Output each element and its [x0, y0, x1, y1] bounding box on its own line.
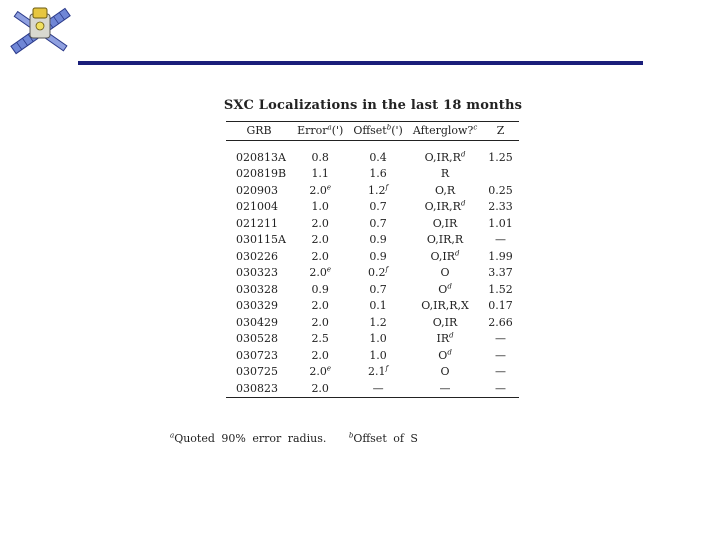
cell-offset: 0.9	[369, 233, 387, 247]
cell-error: 2.0	[311, 249, 329, 263]
cell-grb: 030115A	[236, 233, 286, 247]
cell-error: 0.8	[311, 150, 329, 164]
cell-error: 2.0	[311, 216, 329, 230]
table-row	[226, 248, 519, 265]
cell-z: —	[495, 332, 507, 346]
header-row	[226, 122, 519, 141]
cell-error: 2.0e	[309, 183, 332, 197]
cell-offset: 0.4	[369, 150, 387, 164]
table-row	[226, 331, 519, 348]
cell-grb: 021004	[236, 200, 278, 214]
table-row	[226, 166, 519, 183]
cell-error: 2.5	[311, 332, 329, 346]
cell-grb: 030328	[236, 282, 278, 296]
cell-afterglow: O,IR	[432, 216, 458, 230]
cell-offset: 0.7	[369, 282, 387, 296]
cell-z: 1.99	[488, 249, 513, 263]
table-row	[226, 141, 519, 166]
cell-afterglow: $IR^d$	[436, 331, 454, 346]
cell-afterglow: O,IR,R,X	[421, 299, 469, 313]
column-header-afterglow: Afterglow?$^c$	[408, 122, 482, 141]
cell-offset: 0.7	[369, 216, 387, 230]
table-row	[226, 347, 519, 364]
cell-grb: 020813A	[236, 150, 286, 164]
footnote-b: $^b$Offset of S	[348, 431, 418, 445]
cell-grb: 030329	[236, 299, 278, 313]
cell-z: 2.66	[488, 315, 513, 329]
column-header-z: Z	[482, 122, 519, 141]
cell-offset: 0.9	[369, 249, 387, 263]
cell-grb: 020819B	[236, 167, 287, 181]
cell-afterglow: O,R	[434, 183, 456, 197]
cell-z: —	[495, 348, 507, 362]
cell-offset: 2.1$^f$	[368, 364, 389, 379]
table-row	[226, 314, 519, 331]
cell-grb: 030323	[236, 266, 278, 280]
column-header-grb: GRB	[226, 122, 292, 141]
satellite-icon	[2, 2, 78, 60]
cell-offset: 0.2$^f$	[368, 265, 389, 280]
cell-afterglow: $O^d$	[438, 282, 452, 296]
cell-afterglow: $O,IR,R^d$	[424, 150, 466, 164]
table-row	[226, 182, 519, 199]
column-header-error: Error$^a$(')	[292, 122, 348, 141]
table-row	[226, 281, 519, 298]
localizations-table	[226, 121, 519, 398]
cell-error: 1.0	[311, 200, 329, 214]
table-row	[226, 265, 519, 282]
table-body	[226, 141, 519, 398]
cell-offset: 1.2	[369, 315, 387, 329]
cell-grb: 020903	[236, 183, 278, 197]
cell-grb: 030723	[236, 348, 278, 362]
table-row	[226, 199, 519, 216]
table-row	[226, 232, 519, 249]
cell-afterglow: $O^d$	[438, 348, 452, 362]
cell-error: 2.0	[311, 315, 329, 329]
cell-error: 2.0e	[309, 364, 332, 379]
cell-offset: 1.0	[369, 348, 387, 362]
cell-z	[482, 166, 519, 183]
cell-afterglow: $O,IR,R^d$	[424, 199, 466, 214]
cell-offset: 1.0	[369, 332, 387, 346]
cell-offset: 1.6	[369, 167, 387, 181]
cell-grb: 030226	[236, 249, 278, 263]
cell-afterglow: $O,IR^d$	[430, 249, 460, 263]
cell-afterglow: O,IR,R	[426, 233, 464, 247]
footnotes	[170, 432, 418, 445]
cell-afterglow: O,IR	[432, 315, 458, 329]
cell-error: 2.0	[292, 380, 348, 397]
cell-z: 0.17	[488, 299, 513, 313]
cell-offset: 0.7	[369, 200, 387, 214]
cell-error: 2.0	[311, 348, 329, 362]
footnote-a: $^a$Quoted 90% error radius.	[170, 431, 327, 445]
table-row	[226, 364, 519, 381]
cell-error: 0.9	[311, 282, 329, 296]
cell-afterglow: O	[440, 266, 450, 280]
cell-grb: 030823	[226, 380, 292, 397]
cell-z: 0.25	[488, 183, 513, 197]
cell-z: 2.33	[488, 200, 513, 214]
cell-offset: —	[348, 380, 408, 397]
table-row	[226, 298, 519, 315]
cell-afterglow: —	[408, 380, 482, 397]
header-rule	[78, 61, 643, 65]
cell-offset: 0.1	[369, 299, 387, 313]
cell-z: 1.25	[488, 150, 513, 164]
cell-error: 2.0e	[309, 265, 332, 280]
cell-grb: 021211	[236, 216, 278, 230]
cell-offset: 1.2$^f$	[368, 183, 389, 197]
cell-z: 1.01	[488, 216, 513, 230]
cell-z: —	[495, 365, 507, 379]
cell-z: 3.37	[488, 266, 513, 280]
cell-z: —	[495, 233, 507, 247]
table-title: SXC Localizations in the last 18 months	[223, 98, 523, 113]
column-header-offset: Offset$^b$(')	[348, 122, 408, 141]
table-row	[226, 380, 519, 397]
cell-afterglow: O	[440, 365, 450, 379]
cell-error: 2.0	[311, 299, 329, 313]
cell-z: —	[482, 380, 519, 397]
cell-grb: 030725	[236, 365, 278, 379]
cell-afterglow: R	[440, 167, 450, 181]
cell-grb: 030429	[236, 315, 278, 329]
cell-error: 2.0	[311, 233, 329, 247]
cell-error: 1.1	[311, 167, 329, 181]
table-row	[226, 215, 519, 232]
cell-grb: 030528	[236, 332, 278, 346]
cell-z: 1.52	[488, 282, 513, 296]
